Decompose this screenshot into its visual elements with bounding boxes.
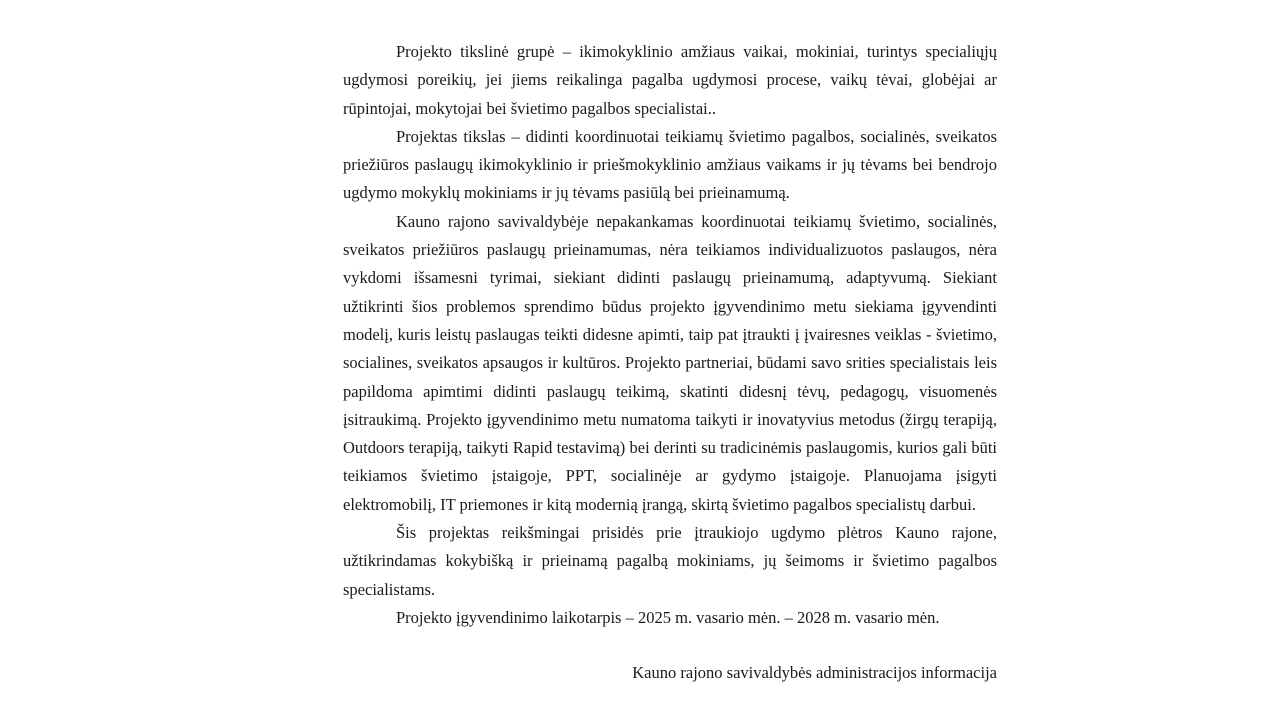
paragraph-target-group: Projekto tikslinė grupė – ikimokyklinio amžiaus vaikai, mokiniai, turintys specialiųjų ugdymosi poreikių, jei jiems reikalinga pagalba ugdymosi procese, vaikų tėvai, globėjai ar rūpintojai, mokytojai bei švietimo pagalbos specialistai.. xyxy=(343,42,997,118)
document-body xyxy=(343,38,997,632)
paragraph-project-goal: Projektas tikslas – didinti koordinuotai teikiamų švietimo pagalbos, socialinės, sveikatos priežiūros paslaugų ikimokyklinio ir priešmokyklinio amžiaus vaikams ir jų tėvams bei bendrojo ugdymo mokyklų mokiniams ir jų tėvams pasiūlą bei prieinamumą. xyxy=(343,126,997,203)
paragraph-project-period: Projekto įgyvendinimo laikotarpis – 2025 m. vasario mėn. – 2028 m. vasario mėn. xyxy=(396,607,940,627)
signature-line: Kauno rajono savivaldybės administracijos informacija xyxy=(632,663,997,682)
paragraph-project-description: Kauno rajono savivaldybėje nepakankamas koordinuotai teikiamų švietimo, socialinės, sveikatos priežiūros paslaugų prieinamumas, nėra teikiamos individualizuotos paslaugos, nėra vykdomi išsamesni tyrimai, siekiant didinti paslaugų prieinamumą, adaptyvumą. Siekiant užtikrinti šios problemos sprendimo būdus projekto įgyvendinimo metu siekiama įgyvendinti modelį, kuris leistų paslaugas teikti didesne apimti, taip pat įtraukti į įvairesnes veiklas - švietimo, socialines, sveikatos apsaugos ir kultūros. Projekto partneriai, būdami savo srities specialistais leis papildoma apimtimi didinti paslaugų teikimą, skatinti didesnį tėvų, pedagogų, visuomenės įsitraukimą. Projekto įgyvendinimo metu numatoma taikyti ir inovatyvius metodus (žirgų terapiją, Outdoors terapiją, taikyti Rapid testavimą) bei derinti su tradicinėmis paslaugomis, kurios gali būti teikiamos švietimo įstaigoje, PPT, socialinėje ar gydymo įstaigoje. Planuojama įsigyti elektromobilį, IT priemones ir kitą modernią įrangą, skirtą švietimo pagalbos specialistų darbui. xyxy=(343,211,997,514)
paragraph-project-impact: Šis projektas reikšmingai prisidės prie įtraukiojo ugdymo plėtros Kauno rajone, užtikrindamas kokybišką ir prieinamą pagalbą mokiniams, jų šeimoms ir švietimo pagalbos specialistams. xyxy=(343,523,997,599)
